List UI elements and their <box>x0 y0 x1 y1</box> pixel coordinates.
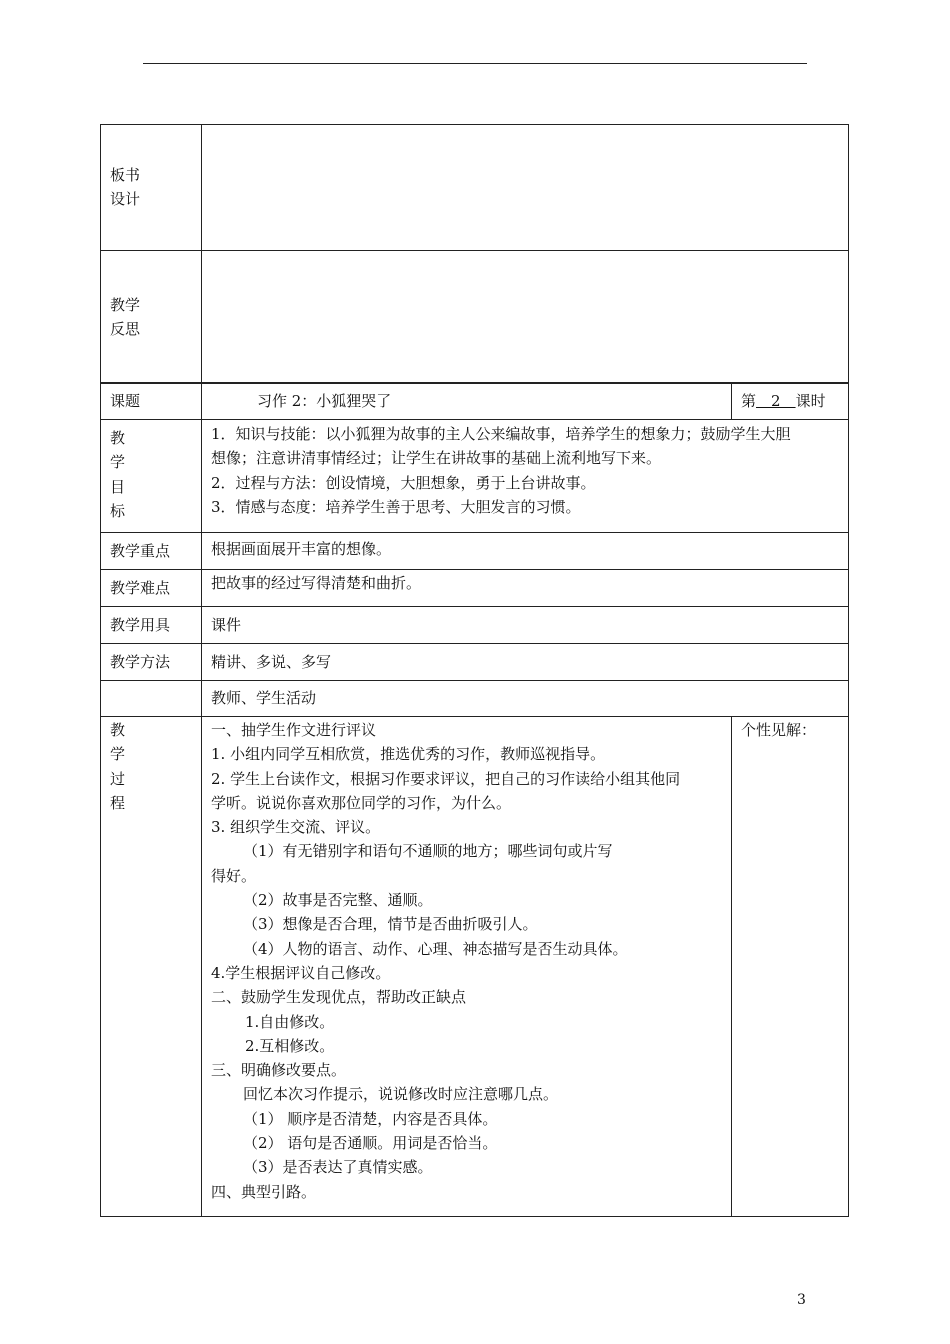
difficulty-value: 把故事的经过写得清楚和曲折。 <box>202 570 849 607</box>
key-point-label: 教学重点 <box>101 533 202 570</box>
process-line: 四、典型引路。 <box>211 1182 317 1201</box>
goals-row <box>101 420 849 533</box>
lesson-title: 习作 2：小狐狸哭了 <box>257 392 392 410</box>
process-line: 得好。 <box>211 866 257 885</box>
process-line: （2） 语句是否通顺。用词是否恰当。 <box>243 1134 498 1153</box>
process-lines <box>202 717 731 1204</box>
key-point-row <box>101 533 849 570</box>
goal-line: 想像；注意讲清事情经过；让学生在讲故事的基础上流利地写下来。 <box>211 449 662 468</box>
page-number: 3 <box>797 1292 806 1308</box>
board-design-label-line: 板书 <box>110 166 141 184</box>
process-line: 3. 组织学生交流、评议。 <box>211 818 381 837</box>
process-line: （1）有无错别字和语句不通顺的地方；哪些词句或片写 <box>243 842 613 861</box>
activity-header-blank <box>101 681 202 717</box>
process-line: 1. 小组内同学互相欣赏，推选优秀的习作，教师巡视指导。 <box>211 745 606 764</box>
process-line: 4.学生根据评议自己修改。 <box>211 963 391 982</box>
method-label: 教学方法 <box>101 644 202 681</box>
reflection-row <box>101 251 849 384</box>
difficulty-row <box>101 570 849 607</box>
reflection-content[interactable] <box>202 251 849 384</box>
activity-header-row <box>101 681 849 717</box>
method-value: 精讲、多说、多写 <box>202 644 849 681</box>
lesson-period <box>732 383 848 413</box>
tools-value: 课件 <box>202 607 849 644</box>
method-row <box>101 644 849 681</box>
goals-label-char: 标 <box>110 501 126 520</box>
lesson-plan-table <box>100 382 849 1217</box>
board-design-label <box>101 125 202 251</box>
process-line: 二、鼓励学生发现优点，帮助改正缺点 <box>211 988 467 1007</box>
header-rule <box>143 63 807 64</box>
period-suffix: 课时 <box>795 392 826 410</box>
title-cell <box>202 383 732 420</box>
process-line: 三、明确修改要点。 <box>211 1061 347 1080</box>
goal-line: 2．过程与方法：创设情境，大胆想象，勇于上台讲故事。 <box>211 473 596 492</box>
key-point-value: 根据画面展开丰富的想像。 <box>202 533 849 570</box>
board-reflection-table <box>100 124 849 384</box>
process-line: 1.自由修改。 <box>245 1012 335 1031</box>
goals-label-char: 学 <box>110 453 126 472</box>
board-design-label-line: 设计 <box>110 190 141 209</box>
process-label-char: 过 <box>110 769 126 788</box>
process-content <box>202 717 732 1217</box>
goal-line: 3．情感与态度：培养学生善于思考、大胆发言的习惯。 <box>211 497 581 516</box>
difficulty-label: 教学难点 <box>101 570 202 607</box>
process-line: 2. 学生上台读作文，根据习作要求评议，把自己的习作读给小组其他同 <box>211 769 681 788</box>
goals-label-char: 目 <box>110 477 126 496</box>
process-line: 2.互相修改。 <box>245 1036 335 1055</box>
period-cell <box>732 383 849 420</box>
process-line: （3）是否表达了真情实感。 <box>243 1158 433 1177</box>
process-label <box>101 717 202 1217</box>
reflection-label-line: 反思 <box>110 320 141 339</box>
activity-header: 教师、学生活动 <box>202 681 849 717</box>
title-label: 课题 <box>101 383 202 420</box>
process-label-char: 教 <box>110 721 126 739</box>
process-line: 学听。说说你喜欢那位同学的习作，为什么。 <box>211 793 512 812</box>
tools-label: 教学用具 <box>101 607 202 644</box>
goals-label <box>101 420 202 533</box>
reflection-label-line: 教学 <box>110 296 141 314</box>
period-prefix: 第 <box>741 392 757 410</box>
goals-content <box>202 420 849 533</box>
process-row <box>101 717 849 1217</box>
process-label-char: 学 <box>110 745 126 764</box>
tools-row <box>101 607 849 644</box>
process-line: 回忆本次习作提示，说说修改时应注意哪几点。 <box>243 1085 559 1104</box>
process-line: （2）故事是否完整、通顺。 <box>243 891 433 910</box>
personal-notes-label: 个性见解： <box>741 721 817 739</box>
reflection-label <box>101 251 202 384</box>
personal-notes[interactable] <box>732 717 849 1217</box>
period-number: 2 <box>756 392 796 410</box>
process-line: （4）人物的语言、动作、心理、神态描写是否生动具体。 <box>243 939 628 958</box>
board-design-content[interactable] <box>202 125 849 251</box>
process-line: （1） 顺序是否清楚，内容是否具体。 <box>243 1109 498 1128</box>
board-design-row <box>101 125 849 251</box>
goal-line: 1．知识与技能：以小狐狸为故事的主人公来编故事，培养学生的想象力；鼓励学生大胆 <box>211 425 791 443</box>
process-label-char: 程 <box>110 793 126 812</box>
process-line: （3）想像是否合理，情节是否曲折吸引人。 <box>243 915 538 934</box>
goals-label-char: 教 <box>110 429 126 447</box>
title-row <box>101 383 849 420</box>
process-line: 一、抽学生作文进行评议 <box>211 721 377 739</box>
